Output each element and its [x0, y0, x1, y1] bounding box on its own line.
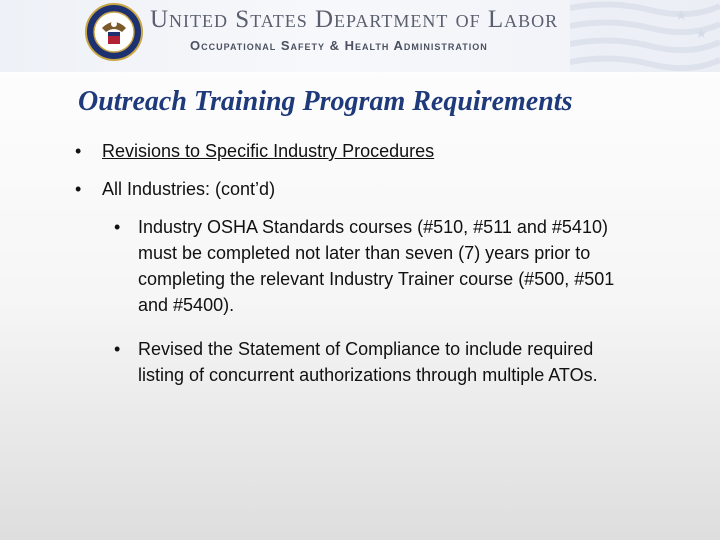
bullet-text: All Industries: (cont’d)	[102, 179, 276, 199]
svg-text:★: ★	[695, 25, 708, 41]
header-banner	[0, 0, 720, 72]
dol-seal-icon	[84, 2, 144, 62]
bullet-text: Revisions to Specific Industry Procedures	[102, 141, 435, 161]
slide-content	[72, 138, 672, 406]
slide-title: Outreach Training Program Requirements	[78, 86, 573, 117]
bullet-icon: •	[75, 179, 82, 199]
flag-decoration	[570, 0, 720, 72]
agency-name: United States Department of Labor	[150, 6, 559, 33]
svg-text:★: ★	[675, 7, 688, 23]
subagency-name: Occupational Safety & Health Administration	[190, 38, 488, 53]
sub-bullet-item	[72, 214, 638, 318]
sub-bullet-text: Industry OSHA Standards courses (#510, #511 and #5410) must be completed not later than seven (7) years prior to completing the relevant Industry Trainer course (#500, #501 and #5400).	[138, 217, 615, 315]
bullet-icon: •	[114, 217, 121, 237]
sub-bullet-text: Revised the Statement of Compliance to include required listing of concurrent authorizations through multiple ATOs.	[138, 339, 598, 385]
bullet-item	[72, 138, 672, 164]
bullet-icon: •	[114, 339, 121, 359]
bullet-item	[72, 176, 672, 202]
bullet-icon: •	[75, 141, 82, 161]
sub-bullet-item	[72, 336, 638, 388]
